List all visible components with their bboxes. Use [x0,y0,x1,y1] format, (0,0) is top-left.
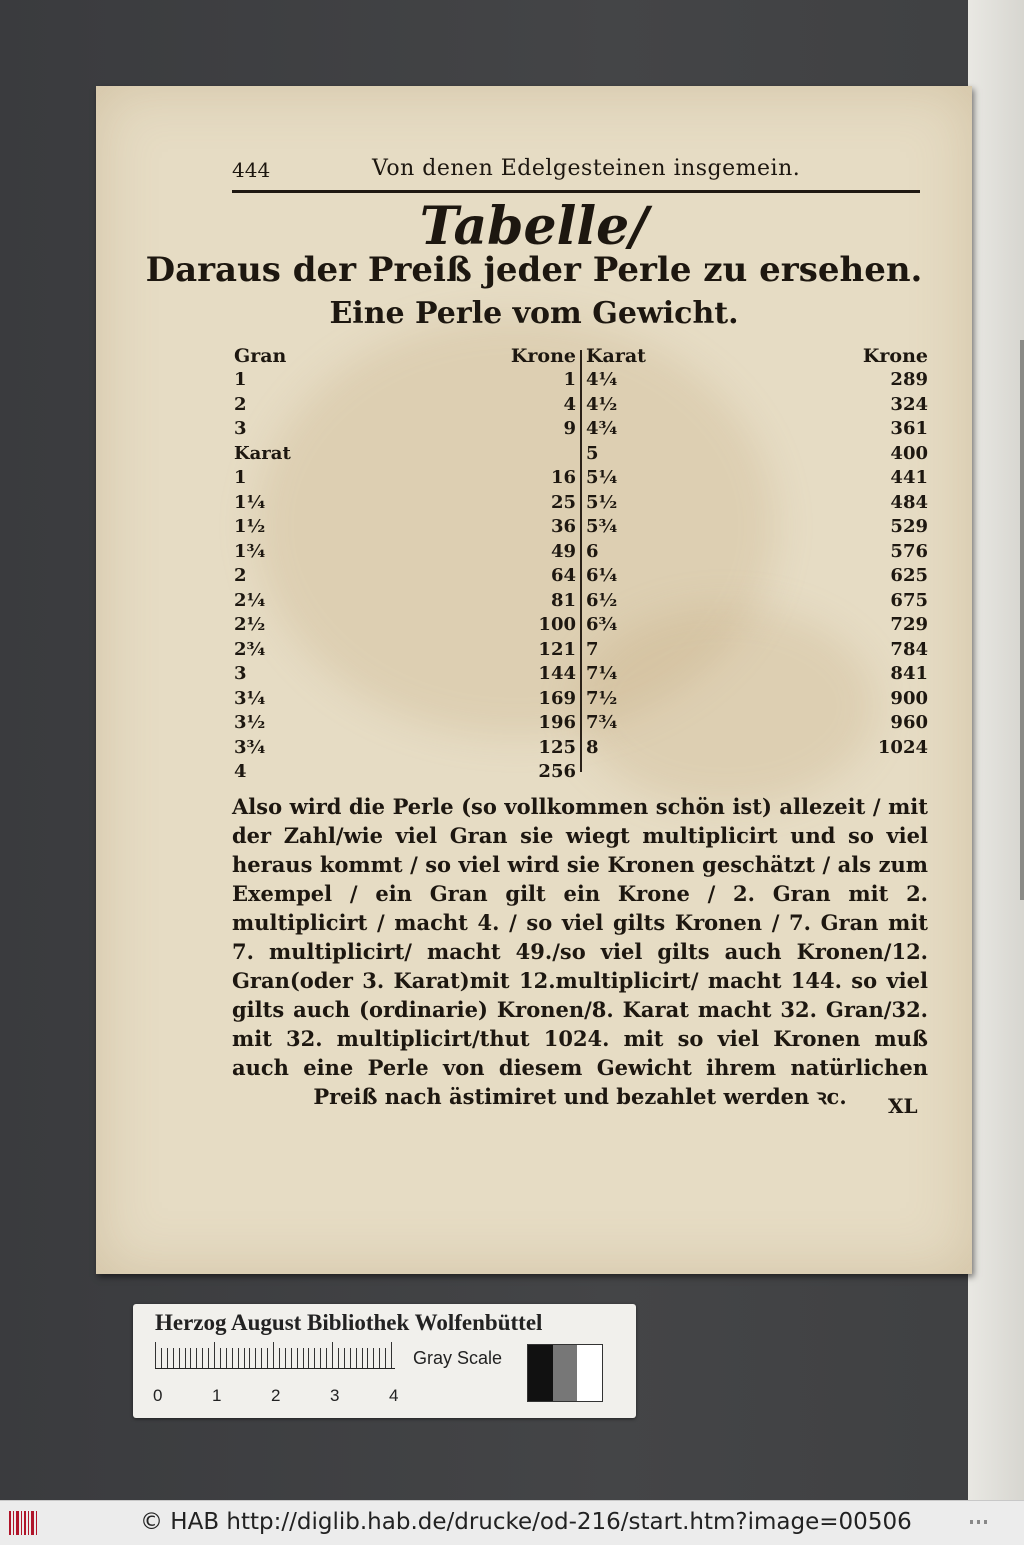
ruler-tick [173,1348,174,1368]
gran-cell: 3½ [234,712,266,733]
ruler-tick [379,1348,380,1368]
krone-left-cell: 1 [563,369,576,390]
gran-cell: 1¼ [234,491,266,513]
gran-cell: 2 [234,565,247,586]
gran-cell: 1½ [234,516,266,537]
krone-right-cell: 441 [890,467,928,488]
page-number: 444 [232,158,271,182]
krone-right-cell: 529 [890,516,928,537]
header-karat: Karat [586,345,646,367]
ruler-tick [244,1348,245,1368]
karat-cell: 4¾ [586,418,618,439]
ruler-tick [208,1348,209,1368]
krone-left-cell: 100 [538,614,576,635]
karat-cell: 5 [586,442,599,464]
dots-icon [968,1517,992,1527]
karat-cell: 4½ [586,393,618,415]
krone-right-cell: 324 [890,393,928,415]
gran-cell: 3¼ [234,687,266,709]
table-subtitle: Daraus der Preiß jeder Perle zu ersehen. [145,250,923,290]
ruler-number-2: 2 [271,1386,281,1405]
gray-scale-swatch [527,1344,603,1402]
krone-right-cell: 1024 [877,736,928,758]
krone-left-cell: 16 [550,467,576,488]
ruler-number-4: 4 [389,1386,399,1405]
karat-cell: 8 [586,736,599,758]
krone-right-cell: 625 [890,565,928,586]
ruler-tick [362,1348,363,1368]
ruler-tick [291,1348,292,1368]
gran-cell: 2¾ [234,638,266,660]
barcode-icon [8,1509,38,1537]
ruler-tick [238,1348,239,1368]
krone-right-cell: 960 [890,712,928,733]
ruler-tick [202,1348,203,1368]
header-krone-left: Krone [510,345,576,367]
krone-left-cell: 25 [550,491,576,513]
ruler-tick [226,1348,227,1368]
krone-right-cell: 900 [890,687,928,709]
color-reference-card [133,1304,636,1418]
karat-cell: 5¾ [586,516,618,537]
book-page [96,86,972,1274]
ruler-tick [350,1348,351,1368]
gran-cell: 3 [234,418,247,439]
ruler-tick [367,1348,368,1368]
karat-cell: 6¼ [586,565,618,586]
header-krone-right: Krone [862,345,928,367]
ruler-tick [320,1348,321,1368]
karat-cell: 7¾ [586,712,618,733]
krone-right-cell: 484 [890,491,928,513]
ruler-tick [161,1348,162,1368]
ruler-tick [326,1348,327,1368]
krone-right-cell: 289 [890,369,928,390]
ruler-tick [391,1342,392,1368]
krone-left-cell: 9 [563,418,576,439]
ruler-tick [297,1348,298,1368]
ruler-tick [196,1348,197,1368]
karat-cell: 6½ [586,589,618,611]
ruler-tick [220,1348,221,1368]
gran-cell: 1 [234,369,247,390]
table-title: Tabelle/ [419,196,649,257]
adjacent-page-edge [968,0,1024,1500]
running-head [232,156,920,193]
krone-left-cell: 49 [550,540,576,562]
ruler-tick [179,1348,180,1368]
copyright-link[interactable]: © HAB http://diglib.hab.de/drucke/od-216/start.htm?image=00506 [140,1509,912,1535]
krone-right-cell: 784 [890,638,928,660]
gran-cell: 1¾ [234,540,266,562]
gran-cell: 2½ [234,614,266,635]
ruler-tick [214,1342,215,1368]
ruler-tick [279,1348,280,1368]
ruler-number-0: 0 [153,1386,163,1405]
library-name: Herzog August Bibliothek Wolfenbüttel [155,1310,543,1335]
karat-cell: 4¼ [586,369,618,390]
krone-left-cell: 125 [538,736,576,758]
krone-right-cell: 841 [890,663,928,684]
column-divider [580,350,582,772]
ruler-tick [344,1348,345,1368]
karat-cell: 7 [586,638,599,660]
ruler-tick [303,1348,304,1368]
price-table [232,344,928,782]
karat-cell: 7½ [586,687,618,709]
ruler-tick [285,1348,286,1368]
krone-left-cell: 256 [538,761,576,782]
krone-right-cell: 576 [890,540,928,562]
gray-scale-label: Gray Scale [413,1348,503,1368]
catchword: XL [888,1094,918,1118]
ruler-tick [308,1348,309,1368]
table-subtitle-2: Eine Perle vom Gewicht. [329,296,739,331]
body-paragraph: Also wird die Perle (so vollkommen schön ist) allezeit / mit der Zahl/wie viel Gran sie wiegt multiplicirt und so viel heraus kommt / so viel wird sie Kronen geschätzt / als zum Exempel / ein Gran gilt ein Krone / 2. Gran mit 2. multiplicirt / macht 4. / so viel gilts Kronen / 7. Gran mit 7. multiplicirt/ macht 49./so viel gilts auch Kronen/12. Gran(oder 3. Karat)mit 12.multiplicirt/ macht 144. so viel gilts auch (ordinarie) Kronen/8. Karat macht 32. Gran/32. mit 32. multiplicirt/thut 1024. mit so viel Kronen muß auch eine Perle von diesem Gewicht ihrem natürlichen Preiß nach ästimiret und bezahlet werden ꝛc. [232,794,928,1109]
ruler-tick [373,1348,374,1368]
gran-cell: 1 [234,467,247,488]
krone-left-cell: 81 [550,589,576,611]
gran-cell: Karat [234,442,291,464]
running-title: Von denen Edelgesteinen insgemein. [372,156,801,181]
krone-left-cell: 64 [550,565,576,586]
krone-left-cell: 196 [538,712,576,733]
karat-cell: 7¼ [586,663,618,684]
ruler-tick [332,1342,333,1368]
gran-cell: 4 [234,761,247,782]
ruler-scale [155,1368,395,1369]
ruler-tick [190,1348,191,1368]
ruler-tick [267,1348,268,1368]
krone-left-cell: 121 [538,638,576,660]
krone-left-cell: 4 [563,393,576,415]
ruler-tick [255,1348,256,1368]
footer-bar [0,1500,1024,1545]
ruler-tick [249,1348,250,1368]
karat-cell: 6¾ [586,614,618,635]
ruler-tick [185,1348,186,1368]
gran-cell: 3¾ [234,736,266,758]
krone-right-cell: 675 [890,589,928,611]
krone-left-cell: 169 [538,687,576,709]
karat-cell: 6 [586,540,599,562]
header-gran: Gran [234,345,287,367]
ruler-tick [356,1348,357,1368]
ruler-tick [261,1348,262,1368]
ruler-tick [385,1348,386,1368]
ruler-number-1: 1 [212,1386,222,1405]
ruler-number-3: 3 [330,1386,340,1405]
krone-right-cell: 361 [890,418,928,439]
ruler-tick [338,1348,339,1368]
krone-right-cell: 400 [890,442,928,464]
ruler-tick [273,1342,274,1368]
gran-cell: 2¼ [234,589,266,611]
ruler-tick [232,1348,233,1368]
krone-right-cell: 729 [890,614,928,635]
ruler-tick [167,1348,168,1368]
karat-cell: 5¼ [586,467,618,488]
krone-left-cell: 36 [550,516,576,537]
gran-cell: 3 [234,663,247,684]
ruler-tick [155,1342,156,1368]
karat-cell: 5½ [586,491,618,513]
krone-left-cell: 144 [538,663,576,684]
gran-cell: 2 [234,393,247,415]
ruler-tick [314,1348,315,1368]
